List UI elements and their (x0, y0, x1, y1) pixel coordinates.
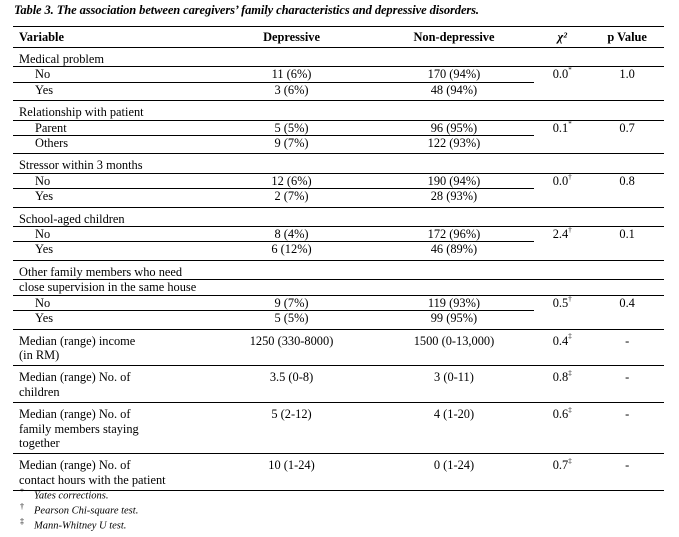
association-table (13, 26, 664, 491)
empty-cell (374, 101, 534, 120)
empty-cell (374, 280, 534, 295)
table-row (13, 403, 664, 454)
non-depressive-value: 0 (1-24) (374, 454, 534, 491)
group-title: Stressor within 3 months (13, 154, 209, 173)
table-row (13, 173, 664, 188)
chi-value-text: 0.7 (552, 458, 569, 473)
group-title-row (13, 260, 664, 279)
footnote (20, 517, 126, 532)
median-group (13, 454, 664, 491)
depressive-value: 5 (5%) (209, 120, 373, 135)
depressive-value: 2 (7%) (209, 189, 373, 207)
table-row (13, 366, 664, 403)
variable-group (13, 207, 664, 260)
p-value: 0.4 (590, 295, 664, 329)
empty-cell (534, 101, 590, 120)
depressive-value: 3 (6%) (209, 82, 373, 100)
depressive-value: 3.5 (0-8) (209, 366, 373, 403)
median-label-line: (in RM) (19, 347, 60, 362)
variable-group (13, 48, 664, 101)
group-title: School-aged children (13, 207, 209, 226)
median-label-line: together (19, 435, 60, 450)
variable-group (13, 154, 664, 207)
depressive-value: 6 (12%) (209, 242, 373, 260)
median-label (13, 329, 209, 366)
depressive-value: 8 (4%) (209, 227, 373, 242)
row-label: No (13, 295, 209, 310)
p-value: 0.8 (590, 173, 664, 207)
median-label (13, 454, 209, 491)
header-non-depressive: Non-depressive (374, 27, 534, 48)
chi-value-text: 0.4 (552, 333, 569, 348)
footnote-marker: * (568, 66, 572, 75)
variable-group (13, 260, 664, 329)
group-title-row (13, 280, 664, 295)
variable-group (13, 101, 664, 154)
chi-square-value (534, 227, 590, 261)
median-label-line: contact hours with the patient (19, 472, 166, 487)
table-header (13, 27, 664, 48)
footnote-marker: * (568, 119, 572, 128)
non-depressive-value: 122 (93%) (374, 136, 534, 154)
group-title: Medical problem (13, 48, 209, 67)
chi-value-text: 0.6 (552, 407, 569, 422)
footnote-marker: † (568, 172, 572, 181)
empty-cell (590, 154, 664, 173)
table-row (13, 227, 664, 242)
footnote-marker: ‡ (568, 369, 572, 378)
footnote-symbol: * (20, 487, 24, 496)
depressive-value: 10 (1-24) (209, 454, 373, 491)
chi-value-text: 0.0 (552, 173, 569, 188)
non-depressive-value: 48 (94%) (374, 82, 534, 100)
median-label (13, 403, 209, 454)
chi-square-value (534, 173, 590, 207)
row-label: Yes (13, 82, 209, 100)
empty-cell (209, 260, 373, 279)
row-label: Yes (13, 189, 209, 207)
footnote-symbol: ‡ (20, 517, 24, 526)
empty-cell (590, 207, 664, 226)
empty-cell (534, 260, 590, 279)
row-label: Yes (13, 311, 209, 329)
group-title-row (13, 207, 664, 226)
empty-cell (534, 280, 590, 295)
empty-cell (374, 154, 534, 173)
footnote-marker: † (568, 225, 572, 234)
footnote-text: Pearson Chi-square test. (34, 505, 139, 517)
empty-cell (374, 207, 534, 226)
non-depressive-value: 46 (89%) (374, 242, 534, 260)
empty-cell (209, 48, 373, 67)
row-label: No (13, 67, 209, 82)
non-depressive-value: 170 (94%) (374, 67, 534, 82)
non-depressive-value: 119 (93%) (374, 295, 534, 310)
median-label-line: Median (range) No. of (19, 370, 131, 385)
footnote-marker: † (568, 294, 572, 303)
non-depressive-value: 99 (95%) (374, 311, 534, 329)
non-depressive-value: 1500 (0-13,000) (374, 329, 534, 366)
p-value: - (590, 403, 664, 454)
empty-cell (590, 280, 664, 295)
median-label-line: Median (range) No. of (19, 458, 131, 473)
empty-cell (209, 280, 373, 295)
depressive-value: 9 (7%) (209, 295, 373, 310)
chi-square-value (534, 403, 590, 454)
group-title: Other family members who need (13, 260, 209, 279)
row-label: Others (13, 136, 209, 154)
median-group (13, 366, 664, 403)
chi-value-text: 0.8 (552, 370, 569, 385)
non-depressive-value: 3 (0-11) (374, 366, 534, 403)
chi-square-value (534, 366, 590, 403)
p-value: - (590, 454, 664, 491)
chi-square-value (534, 329, 590, 366)
group-title: Relationship with patient (13, 101, 209, 120)
table-caption: Table 3. The association between caregivers’ family characteristics and depressive disorders. (14, 3, 479, 17)
group-title-continued: close supervision in the same house (13, 280, 209, 295)
footnote (20, 502, 138, 517)
footnote-symbol: † (20, 502, 24, 511)
depressive-value: 5 (5%) (209, 311, 373, 329)
header-variable: Variable (13, 27, 209, 48)
non-depressive-value: 4 (1-20) (374, 403, 534, 454)
header-depressive: Depressive (209, 27, 373, 48)
median-group (13, 329, 664, 366)
non-depressive-value: 28 (93%) (374, 189, 534, 207)
footnote (20, 487, 108, 502)
header-chi-square: χ² (534, 27, 590, 48)
empty-cell (590, 260, 664, 279)
depressive-value: 11 (6%) (209, 67, 373, 82)
non-depressive-value: 96 (95%) (374, 120, 534, 135)
header-p-value: p Value (590, 27, 664, 48)
p-value: 1.0 (590, 67, 664, 101)
group-title-row (13, 48, 664, 67)
chi-value-text: 2.4 (552, 227, 569, 242)
empty-cell (534, 154, 590, 173)
table-row (13, 454, 664, 491)
empty-cell (209, 154, 373, 173)
median-label-line: children (19, 384, 60, 399)
row-label: Parent (13, 120, 209, 135)
depressive-value: 1250 (330-8000) (209, 329, 373, 366)
chi-square-value (534, 67, 590, 101)
non-depressive-value: 190 (94%) (374, 173, 534, 188)
footnote-marker: ‡ (568, 406, 572, 414)
table-row (13, 295, 664, 310)
median-label-line: Median (range) income (19, 333, 136, 348)
table-row (13, 67, 664, 82)
footnote-text: Mann-Whitney U test. (34, 520, 127, 532)
empty-cell (209, 101, 373, 120)
depressive-value: 9 (7%) (209, 136, 373, 154)
empty-cell (209, 207, 373, 226)
empty-cell (534, 48, 590, 67)
footnote-marker: ‡ (568, 457, 572, 466)
empty-cell (374, 260, 534, 279)
median-label-line: Median (range) No. of (19, 407, 131, 422)
empty-cell (374, 48, 534, 67)
chi-square-value (534, 120, 590, 154)
median-group (13, 403, 664, 454)
chi-square-value (534, 295, 590, 329)
group-title-row (13, 101, 664, 120)
row-label: Yes (13, 242, 209, 260)
empty-cell (590, 101, 664, 120)
chi-value-text: 0.5 (552, 295, 569, 310)
group-title-row (13, 154, 664, 173)
depressive-value: 12 (6%) (209, 173, 373, 188)
footnote-text: Yates corrections. (34, 490, 109, 502)
table-row (13, 329, 664, 366)
row-label: No (13, 227, 209, 242)
p-value: - (590, 329, 664, 366)
footnote-marker: ‡ (568, 332, 572, 341)
chi-square-value (534, 454, 590, 491)
table-row (13, 120, 664, 135)
empty-cell (534, 207, 590, 226)
row-label: No (13, 173, 209, 188)
depressive-value: 5 (2-12) (209, 403, 373, 454)
median-label-line: family members staying (19, 421, 139, 436)
p-value: 0.7 (590, 120, 664, 154)
p-value: 0.1 (590, 227, 664, 261)
chi-value-text: 0.0 (552, 67, 569, 82)
p-value: - (590, 366, 664, 403)
non-depressive-value: 172 (96%) (374, 227, 534, 242)
chi-value-text: 0.1 (552, 120, 569, 135)
empty-cell (590, 48, 664, 67)
median-label (13, 366, 209, 403)
